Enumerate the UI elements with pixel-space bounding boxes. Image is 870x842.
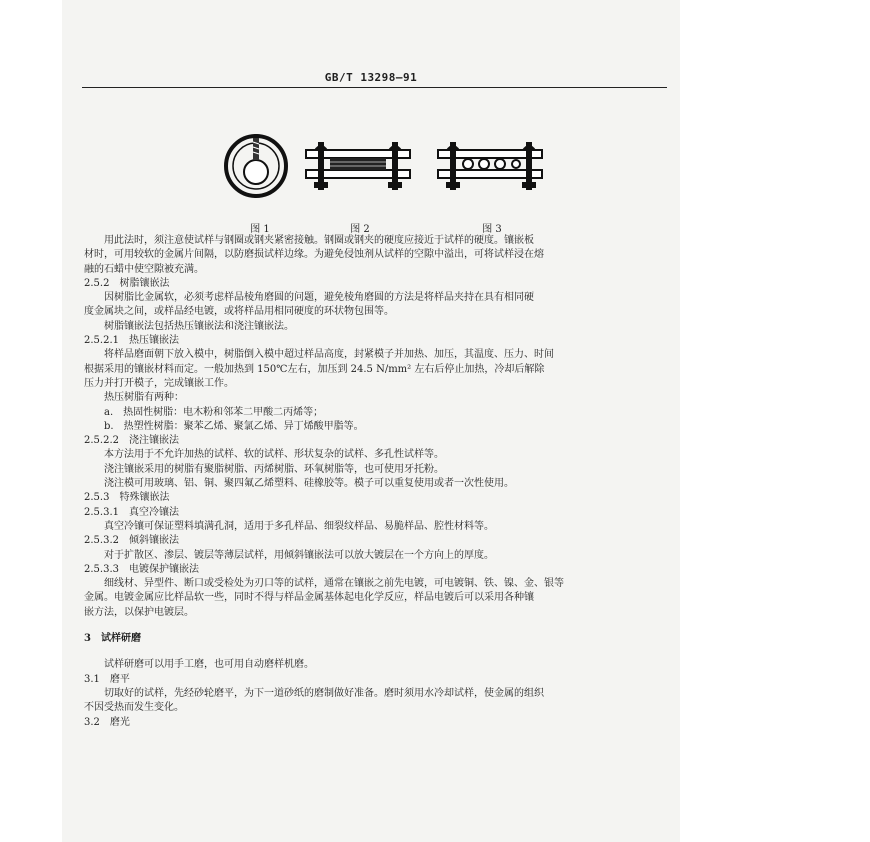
- text-line: 将样品磨面朝下放入模中，树脂倒入模中超过样品高度，封紧模子并加热、加压，其温度、压力、时间: [104, 349, 554, 361]
- spacer: [84, 620, 666, 632]
- text-line: 热压树脂有两种：: [104, 392, 184, 404]
- text-line: 融的石蜡中使空隙被充满。: [84, 263, 204, 275]
- text-line: 真空冷镶可保证塑料填满孔洞，适用于多孔样品、细裂纹样品、易脆样品、腔性材料等。: [104, 520, 494, 532]
- text-line: 2.5.3.1 真空冷镶法: [84, 506, 179, 518]
- text-line: 细线材、异型件、断口或受检处为刃口等的试样，通常在镶嵌之前先电镀，可电镀铜、铁、镍、金、银等: [104, 578, 564, 590]
- text-line: 度金属块之间，或样品经电镀，或将样品用相同硬度的环状物包围等。: [84, 306, 394, 318]
- text-line: 本方法用于不允许加热的试样、软的试样、形状复杂的试样、多孔性试样等。: [104, 449, 444, 461]
- text-line: 不因受热而发生变化。: [84, 702, 184, 714]
- text-line: 浇注模可用玻璃、铝、铜、聚四氟乙烯塑料、硅橡胶等。模子可以重复使用或者一次性使用。: [104, 478, 514, 490]
- header-rule: [82, 87, 667, 88]
- figure-3-caption: 图 3: [482, 224, 502, 235]
- document-page: [62, 0, 680, 842]
- text-line: 切取好的试样，先经砂轮磨平，为下一道砂纸的磨制做好准备。磨时须用水冷却试样，使金属的组织: [104, 687, 544, 699]
- figure-2-caption: 图 2: [350, 224, 370, 235]
- standard-number-header: GB/T 13298—91: [324, 71, 418, 84]
- text-line: 2.5.2 树脂镶嵌法: [84, 277, 170, 289]
- figure-1-caption: 图 1: [250, 224, 270, 235]
- figure-3-clamp-wires: [434, 140, 546, 198]
- text-line: a. 热固性树脂：电木粉和邻苯二甲酸二丙烯等；: [104, 406, 324, 418]
- text-line: 用此法时，须注意使试样与钢圈或钢夹紧密接触。钢圈或钢夹的硬度应接近于试样的硬度。镶嵌板: [104, 235, 534, 246]
- text-line: 2.5.3.2 倾斜镶嵌法: [84, 535, 179, 547]
- figure-2-clamp-stack: [302, 140, 414, 198]
- text-line: 2.5.3.3 电镀保护镶嵌法: [84, 563, 199, 575]
- text-line: 3 试样研磨: [84, 633, 141, 645]
- text-line: 树脂镶嵌法包括热压镶嵌法和浇注镶嵌法。: [104, 320, 294, 332]
- text-line: 压力并打开模子，完成镶嵌工作。: [84, 377, 234, 389]
- text-line: b. 热塑性树脂：聚苯乙烯、聚氯乙烯、异丁烯酸甲脂等。: [104, 420, 364, 432]
- document-body: [84, 234, 666, 730]
- text-line: 2.5.3 特殊镶嵌法: [84, 492, 170, 504]
- text-line: 材时，可用较软的金属片间隔，以防磨损试样边缘。为避免侵蚀剂从试样的空隙中溢出，可将试样浸在熔: [84, 249, 544, 261]
- text-line: 嵌方法，以保护电镀层。: [84, 606, 194, 618]
- text-line: 金属。电镀金属应比样品软一些，同时不得与样品金属基体起电化学反应，样品电镀后可以采用各种镶: [84, 592, 534, 604]
- text-line: 对于扩散区、渗层、镀层等薄层试样，用倾斜镶嵌法可以放大镀层在一个方向上的厚度。: [104, 549, 494, 561]
- text-line: 2.5.2.2 浇注镶嵌法: [84, 435, 179, 447]
- text-line: 因树脂比金属软，必须考虑样品棱角磨圆的问题，避免棱角磨圆的方法是将样品夹持在具有相同硬: [104, 292, 534, 304]
- text-line: 根据采用的镶嵌材料而定。一般加热到 150℃左右，加压到 24.5 N/mm² 左右后停止加热，冷却后解除: [84, 363, 545, 375]
- text-line: 2.5.2.1 热压镶嵌法: [84, 335, 179, 347]
- text-line: 试样研磨可以用手工磨，也可用自动磨样机磨。: [104, 659, 314, 671]
- text-line: 3.1 磨平: [84, 673, 130, 685]
- text-line: 3.2 磨光: [84, 716, 130, 728]
- spacer: [84, 646, 666, 658]
- figure-1-ring-clamp: [220, 128, 300, 198]
- text-line: 浇注镶嵌采用的树脂有聚脂树脂、丙烯树脂、环氧树脂等，也可使用牙托粉。: [104, 463, 444, 475]
